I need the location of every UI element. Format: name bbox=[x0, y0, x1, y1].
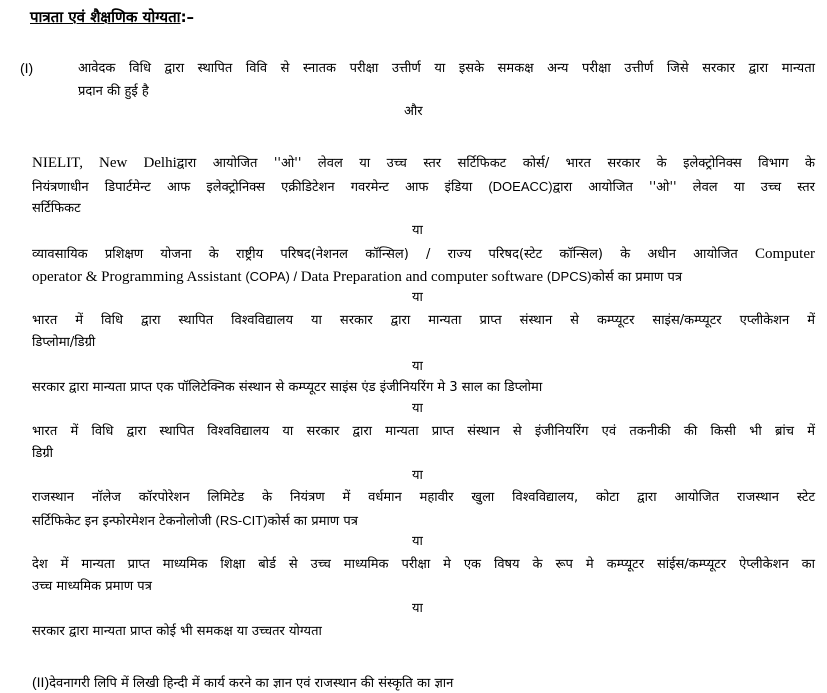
option-nielit-line-3: सर्टिफिकट bbox=[32, 201, 81, 216]
option-senior-secondary-line-2: उच्च माध्यमिक प्रमाण पत्र bbox=[32, 579, 152, 594]
heading-suffix: :– bbox=[180, 8, 195, 26]
option-copa-line-1: व्यावसायिक प्रशिक्षण योजना के राष्ट्रीय परिषद(नेशनल कॉन्सिल) / राज्य परिषद(स्टेट कॉन्सिल) के अधीन आयोजित Computer bbox=[32, 246, 815, 262]
option-rscit-line-2: सर्टिफिकेट इन इन्फोरमेशन टेकनोलोजी (RS-CIT)कोर्स का प्रमाण पत्र bbox=[32, 513, 358, 529]
connector-or: या bbox=[412, 223, 423, 238]
option-nielit-line-1: NIELIT, New Delhiद्वारा आयोजित ''ओ'' लेवल या उच्च स्तर सर्टिफिकट कोर्स/ भारत सरकार के इलेक्ट्रोनिक्स विभाग के bbox=[32, 155, 815, 171]
connector-or: या bbox=[412, 534, 423, 549]
connector-or: या bbox=[412, 359, 423, 374]
item1-line-2: प्रदान की हुई है bbox=[78, 84, 149, 99]
item2-line: (II)देवनागरी लिपि में लिखी हिन्दी में कार्य करने का ज्ञान एवं राजस्थान की संस्कृति का ज्ञान bbox=[32, 674, 454, 691]
doeacc-label: (DOEACC) bbox=[488, 179, 553, 194]
item1-line-1: आवेदक विधि द्वारा स्थापित विवि से स्नातक परीक्षा उत्तीर्ण या इसके समकक्ष अन्य परीक्षा उत्तीर्ण जिसे सरकार द्वारा मान्यता bbox=[78, 61, 815, 76]
option-copa-line-2: operator & Programming Assistant (COPA) / Data Preparation and computer software (DPCS)कोर्स का प्रमाण पत्र bbox=[32, 269, 683, 285]
option-polytechnic-line-1: सरकार द्वारा मान्यता प्राप्त एक पॉलिटेक्निक संस्थान से कम्प्यूटर साइंस एंड इंजीनियरिंग मे 3 साल का डिप्लोमा bbox=[32, 380, 543, 395]
option-nielit-line-2: नियंत्रणाधीन डिपार्टमेन्ट आफ इलेक्ट्रोनिक्स एक्रीडिटेशन गवरमेन्ट आफ इंडिया (DOEACC)द्वारा आयोजित ''ओ'' लेवल या उच्च स्तर bbox=[32, 179, 815, 195]
option-rscit-line-1: राजस्थान नॉलेज कॉरपोरेशन लिमिटेड के नियंत्रण में वर्धमान महावीर खुला विश्वविद्यालय, कोटा द्वारा आयोजित राजस्थान स्टेट bbox=[32, 490, 815, 505]
option-equivalent-line-1: सरकार द्वारा मान्यता प्राप्त कोई भी समकक्ष या उच्चतर योग्यता bbox=[32, 624, 322, 639]
copa-label: (COPA) / bbox=[245, 269, 301, 284]
item-number-2: (II) bbox=[32, 674, 50, 690]
dpcs-label: (DPCS) bbox=[546, 269, 592, 284]
option-diploma-line-2: डिप्लोमा/डिग्री bbox=[32, 335, 96, 350]
option-diploma-line-1: भारत में विधि द्वारा स्थापित विश्वविद्यालय या सरकार द्वारा मान्यता प्राप्त संस्थान से कम्प्यूटर साइंस/कम्प्यूटर एप्लीकेशन में bbox=[32, 313, 815, 328]
heading-text: पात्रता एवं शैक्षणिक योग्यता bbox=[30, 8, 181, 26]
option-engineering-line-1: भारत में विधि द्वारा स्थापित विश्वविद्यालय या सरकार द्वारा मान्यता प्राप्त संस्थान से इंजीनियरिंग एवं तकनीकी की किसी भी ब्रांच में bbox=[32, 424, 815, 439]
connector-or: या bbox=[412, 468, 423, 483]
item-number-1: (I) bbox=[20, 60, 34, 76]
connector-or: या bbox=[412, 290, 423, 305]
connector-and: और bbox=[404, 104, 423, 119]
connector-or: या bbox=[412, 601, 423, 616]
rscit-label: (RS-CIT) bbox=[215, 513, 268, 528]
page-title bbox=[30, 6, 194, 28]
option-engineering-line-2: डिग्री bbox=[32, 446, 54, 461]
nielit-label: NIELIT, New Delhi bbox=[32, 155, 177, 171]
connector-or: या bbox=[412, 401, 423, 416]
option-senior-secondary-line-1: देश में मान्यता प्राप्त माध्यमिक शिक्षा बोर्ड से उच्च माध्यमिक परीक्षा मे एक विषय के रूप मे कम्प्यूटर सांईस/कम्प्यूटर ऐप्लीकेशन का bbox=[32, 557, 815, 572]
